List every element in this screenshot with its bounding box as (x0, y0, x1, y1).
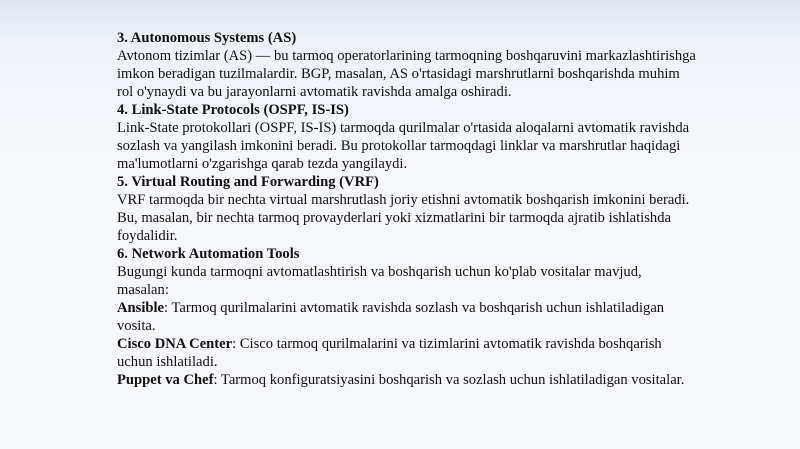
tool-item-puppet-chef (117, 371, 697, 389)
tool-description: : Cisco tarmoq qurilmalarini va tizimlarini avtomatik ravishda boshqarish uchun ishlatiladi. (117, 336, 662, 370)
section-body: Link-State protokollari (OSPF, IS-IS) tarmoqda qurilmalar o'rtasida aloqalarni avtomatik ravishda sozlash va yangilash imkonini beradi. Bu protokollar tarmoqdagi linklar va marshrutlar haqidagi ma'lumotlarni o'zgarishga qarab tezda yangilaydi. (117, 120, 690, 172)
document-content (117, 29, 697, 389)
tool-name: Puppet va Chef (117, 372, 214, 388)
tool-description: : Tarmoq konfiguratsiyasini boshqarish va sozlash uchun ishlatiladigan vositalar. (213, 372, 685, 388)
tool-name: Ansible (117, 300, 165, 316)
section-heading: 3. Autonomous Systems (AS) (117, 30, 297, 46)
section-link-state-protocols (117, 101, 697, 173)
section-vrf (117, 173, 697, 245)
section-heading: 4. Link-State Protocols (OSPF, IS-IS) (117, 102, 349, 118)
tool-name: Cisco DNA Center (117, 336, 233, 352)
section-body: Avtonom tizimlar (AS) — bu tarmoq operatorlarining tarmoqning boshqaruvini markazlashtirishga imkon beradigan tuzilmalardir. BGP, masalan, AS o'rtasidagi marshrutlarni boshqarishda muhim rol o'ynaydi va bu jarayonlarni avtomatik ravishda amalga oshiradi. (117, 48, 696, 100)
section-body: VRF tarmoqda bir nechta virtual marshrutlash joriy etishni avtomatik boshqarish imkonini beradi. Bu, masalan, bir nechta tarmoq provayderlari yoki xizmatlarini bir tarmoqda ajratib ishlatishda foydalidir. (117, 192, 690, 244)
tool-item-ansible (117, 299, 697, 335)
section-intro: Bugungi kunda tarmoqni avtomatlashtirish va boshqarish uchun ko'plab vositalar mavjud, masalan: (117, 264, 642, 298)
section-autonomous-systems (117, 29, 697, 101)
tool-description: : Tarmoq qurilmalarini avtomatik ravishda sozlash va boshqarish uchun ishlatiladigan vosita. (117, 300, 665, 334)
tool-item-cisco-dna-center (117, 335, 697, 371)
section-heading: 6. Network Automation Tools (117, 246, 300, 262)
section-network-automation-tools (117, 245, 697, 389)
section-heading: 5. Virtual Routing and Forwarding (VRF) (117, 174, 379, 190)
